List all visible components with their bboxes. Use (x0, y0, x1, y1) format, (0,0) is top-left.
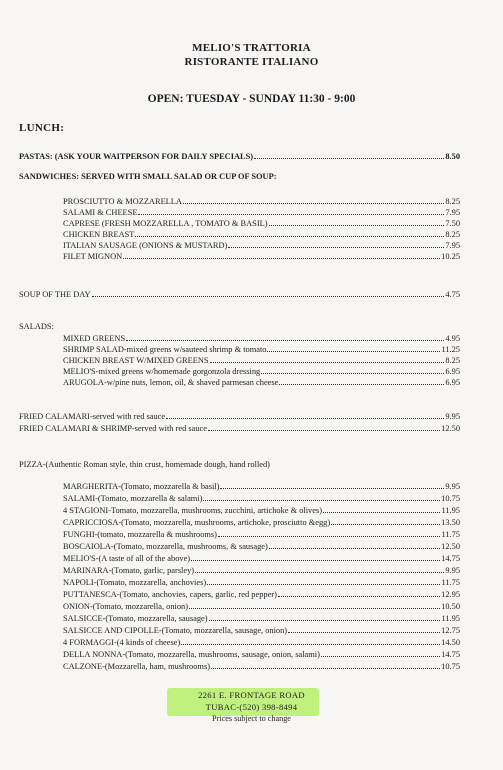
pastas-label: PASTAS: (ASK YOUR WAITPERSON FOR DAILY SPECIALS) (19, 152, 254, 161)
list-item: SALAMI & CHEESE 7.95 (63, 208, 460, 217)
list-item: SALSICCE AND CIPOLLE-(Tomato, mozzarella, sausage, onion) 12.75 (63, 626, 460, 635)
restaurant-subtitle: RISTORANTE ITALIANO (184, 56, 319, 68)
list-item: DELLA NONNA-(Tomato, mozzarella, mushrooms, sausage, onion, salami) 14.75 (63, 650, 460, 659)
list-item: MELIO'S-(A taste of all of the above) 14.75 (63, 554, 460, 563)
pastas-price: 8.50 (445, 152, 460, 161)
list-item: CAPRESE (FRESH MOZZARELLA , TOMATO & BASIL) 7.50 (63, 219, 460, 228)
opening-hours: OPEN: TUESDAY - SUNDAY 11:30 - 9:00 (147, 93, 356, 105)
list-item: MELIO'S-mixed greens w/homemade gorgonzola dressing 6.95 (63, 367, 460, 376)
list-item: CAPRICCIOSA-(Tomato, mozzarella, mushrooms, artichoke, prosciutto &egg) 13.50 (63, 518, 460, 527)
list-item: CALZONE-(Mozzarella, ham, mushrooms) 10.75 (63, 662, 460, 671)
restaurant-name: MELIO'S TRATTORIA (192, 42, 311, 54)
lunch-heading: LUNCH: (19, 122, 65, 134)
list-item: MIXED GREENS 4.95 (63, 334, 460, 343)
list-item: SALSICCE-(Tomato, mozzarella, sausage) 11.95 (63, 614, 460, 623)
city-phone-line: TUBAC-(520) 398-8494 (205, 702, 298, 712)
list-item: ONION-(Tomato, mozzarella, onion) 10.50 (63, 602, 460, 611)
address-line: 2261 E. FRONTAGE ROAD (198, 690, 305, 700)
list-item: SALAMI-(Tomato, mozzarella & salami) 10.75 (63, 494, 460, 503)
dot-leader (254, 157, 444, 159)
list-item: FUNGHI-(tomato, mozzarella & mushrooms) 11.75 (63, 530, 460, 539)
sandwiches-heading: SANDWICHES: SERVED WITH SMALL SALAD OR CUP OF SOUP: (19, 172, 277, 181)
pizza-heading: PIZZA-(Authentic Roman style, thin crust, homemade dough, hand rolled) (19, 460, 270, 469)
list-item: 4 STAGIONI-Tomato, mozzarella, mushrooms, zucchini, artichoke & olives) 11.95 (63, 506, 460, 515)
list-item: 4 FORMAGGI-(4 kinds of cheese) 14.50 (63, 638, 460, 647)
list-item: BOSCAIOLA-(Tomato, mozzarella, mushrooms, & sausage) 12.50 (63, 542, 460, 551)
list-item: ITALIAN SAUSAGE (ONIONS & MUSTARD) 7.95 (63, 241, 460, 250)
calamari-row: FRIED CALAMARI-served with red sauce 9.95 (19, 412, 460, 421)
soup-label: SOUP OF THE DAY (19, 290, 91, 299)
soup-price: 4.75 (445, 290, 460, 299)
list-item: MARINARA-(Tomato, garlic, parsley) 9.95 (63, 566, 460, 575)
calamari-shrimp-row: FRIED CALAMARI & SHRIMP-served with red sauce 12.50 (19, 424, 460, 433)
soup-row (19, 289, 460, 299)
list-item: CHICKEN BREAST W/MIXED GREENS 8.25 (63, 356, 460, 365)
salads-heading: SALADS: (19, 322, 54, 331)
list-item: ARUGOLA-w/pine nuts, lemon, oil, & shaved parmesan cheese 6.95 (63, 378, 460, 387)
dot-leader (92, 295, 445, 297)
list-item: NAPOLI-(Tomato, mozzarella, anchovies) 11.75 (63, 578, 460, 587)
list-item: PUTTANESCA-(Tomato, anchovies, capers, garlic, red pepper) 12.95 (63, 590, 460, 599)
list-item: FILET MIGNON 10.25 (63, 252, 460, 261)
list-item: PROSCIUTTO & MOZZARELLA 8.25 (63, 197, 460, 206)
list-item: CHICKEN BREAST 8.25 (63, 230, 460, 239)
list-item: MARGHERITA-(Tomato, mozzarella & basil) 9.95 (63, 482, 460, 491)
pastas-row (19, 151, 460, 161)
list-item: SHRIMP SALAD-mixed greens w/sauteed shrimp & tomato 11.25 (63, 345, 460, 354)
price-note: Prices subject to change (212, 714, 291, 723)
